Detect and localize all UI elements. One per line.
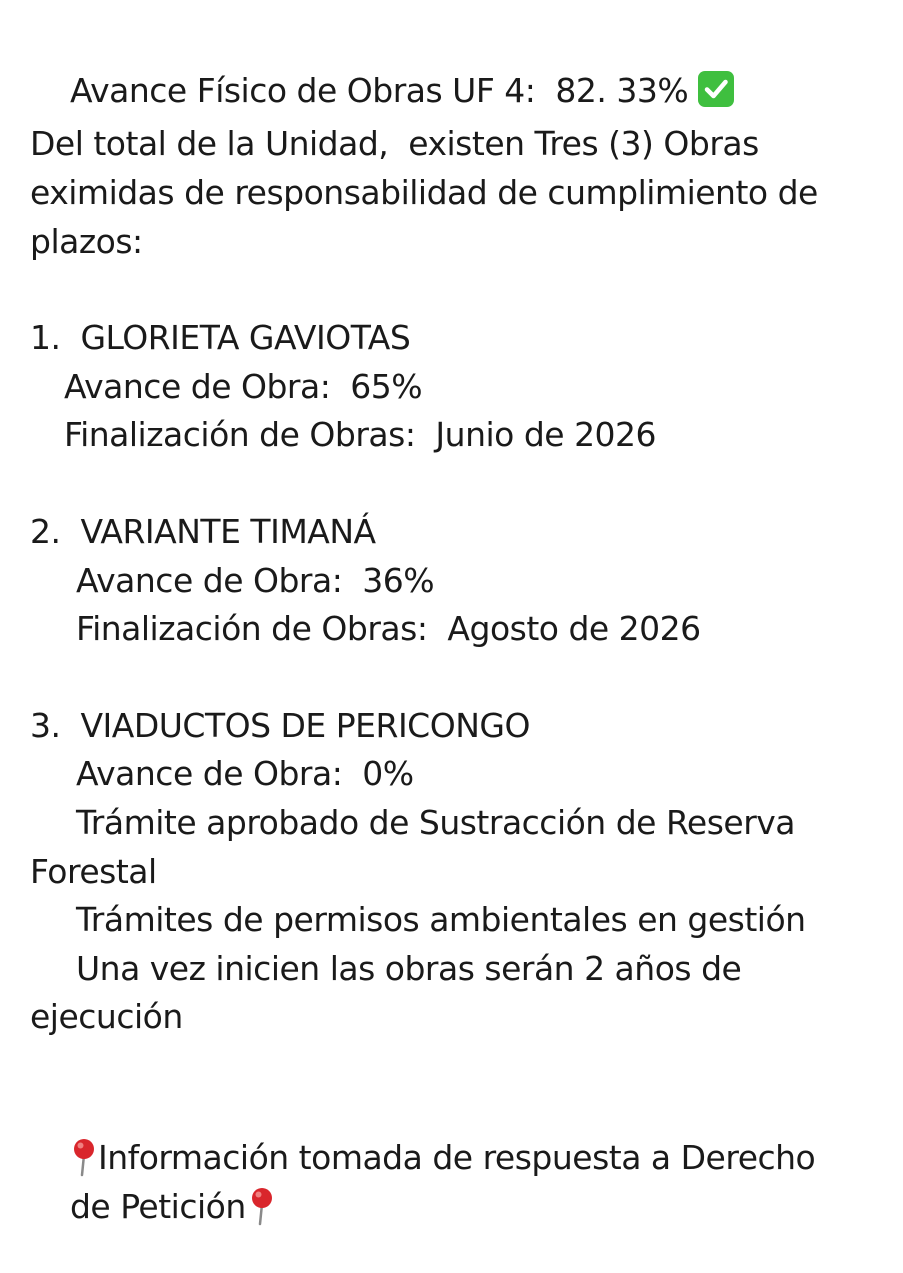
work-2-title: 2. VARIANTE TIMANÁ <box>30 512 376 551</box>
round-pushpin-icon <box>248 1186 276 1226</box>
work-2-finish: Finalización de Obras: Agosto de 2026 <box>76 609 701 648</box>
work-3-note-1-continued: Forestal <box>30 852 157 891</box>
source-note-line-2 <box>30 1141 276 1226</box>
progress-headline <box>30 25 734 110</box>
work-3-progress: Avance de Obra: 0% <box>76 754 414 793</box>
intro-line-3: plazos: <box>30 222 143 261</box>
work-3-note-2: Trámites de permisos ambientales en gestión <box>76 900 806 939</box>
work-1-finish: Finalización de Obras: Junio de 2026 <box>64 415 657 454</box>
work-1-progress: Avance de Obra: 65% <box>64 367 423 406</box>
source-note-text: Información tomada de respuesta a Derecho <box>97 1138 816 1177</box>
work-3-note-3: Una vez inicien las obras serán 2 años de <box>76 949 742 988</box>
work-3-note-3-continued: ejecución <box>30 997 183 1036</box>
work-3-note-1: Trámite aprobado de Sustracción de Reserva <box>76 803 796 842</box>
intro-line-1: Del total de la Unidad, existen Tres (3) Obras <box>30 124 759 163</box>
work-1-title: 1. GLORIETA GAVIOTAS <box>30 318 411 357</box>
work-2-progress: Avance de Obra: 36% <box>76 561 435 600</box>
work-3-title: 3. VIADUCTOS DE PERICONGO <box>30 706 530 745</box>
source-note-text-end: de Petición <box>69 1187 246 1226</box>
check-mark-icon <box>698 71 734 107</box>
intro-line-2: eximidas de responsabilidad de cumplimiento de <box>30 173 818 212</box>
source-note-line-1 <box>30 1092 816 1177</box>
headline-text: Avance Físico de Obras UF 4: 82. 33% <box>69 71 689 110</box>
